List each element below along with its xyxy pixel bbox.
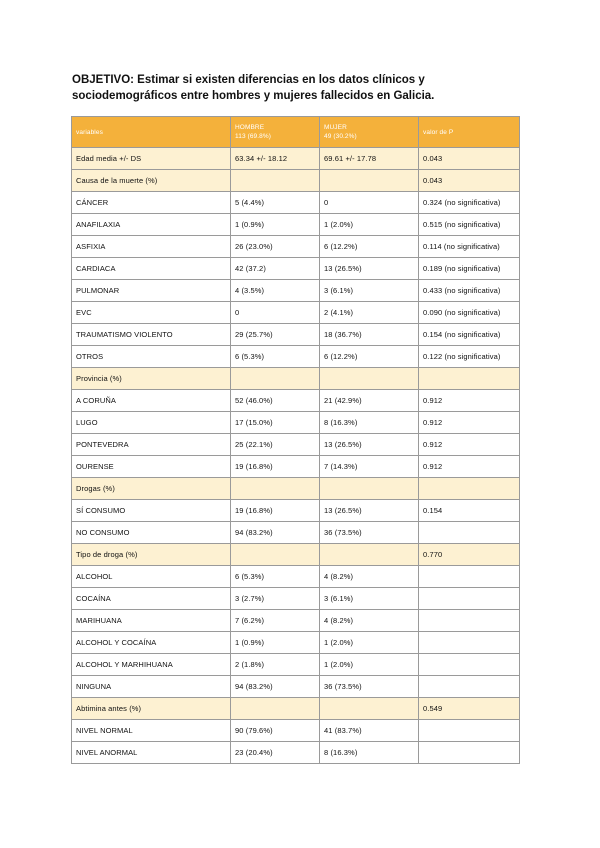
table-row xyxy=(72,280,520,302)
cell-p-value: 0.114 (no significativa) xyxy=(419,236,520,258)
cell-hombre: 25 (22.1%) xyxy=(231,434,320,456)
cell-p-value xyxy=(419,478,520,500)
cell-variable: NINGUNA xyxy=(72,676,231,698)
table-row xyxy=(72,632,520,654)
results-table xyxy=(71,116,520,764)
cell-p-value xyxy=(419,742,520,764)
cell-p-value xyxy=(419,588,520,610)
cell-hombre: 94 (83.2%) xyxy=(231,522,320,544)
cell-p-value xyxy=(419,368,520,390)
cell-p-value: 0.154 xyxy=(419,500,520,522)
header-mujer-label: MUJER xyxy=(324,124,347,131)
cell-hombre: 42 (37.2) xyxy=(231,258,320,280)
cell-variable: ALCOHOL xyxy=(72,566,231,588)
cell-mujer: 41 (83.7%) xyxy=(320,720,419,742)
table-row xyxy=(72,588,520,610)
cell-variable: TRAUMATISMO VIOLENTO xyxy=(72,324,231,346)
cell-mujer: 36 (73.5%) xyxy=(320,676,419,698)
header-hombre-count: 113 (69.8%) xyxy=(235,133,272,140)
cell-hombre: 19 (16.8%) xyxy=(231,500,320,522)
cell-variable: CARDIACA xyxy=(72,258,231,280)
cell-variable: NIVEL NORMAL xyxy=(72,720,231,742)
table-row xyxy=(72,742,520,764)
table-header-row xyxy=(72,117,520,148)
cell-hombre: 1 (0.9%) xyxy=(231,632,320,654)
table-section-row xyxy=(72,148,520,170)
table-row xyxy=(72,676,520,698)
cell-mujer: 0 xyxy=(320,192,419,214)
cell-variable: PULMONAR xyxy=(72,280,231,302)
cell-p-value: 0.912 xyxy=(419,390,520,412)
cell-mujer: 8 (16.3%) xyxy=(320,742,419,764)
table-row xyxy=(72,192,520,214)
cell-hombre: 7 (6.2%) xyxy=(231,610,320,632)
cell-mujer: 1 (2.0%) xyxy=(320,654,419,676)
cell-hombre: 4 (3.5%) xyxy=(231,280,320,302)
cell-mujer: 1 (2.0%) xyxy=(320,632,419,654)
table-section-row xyxy=(72,544,520,566)
cell-variable: OURENSE xyxy=(72,456,231,478)
cell-variable: CÁNCER xyxy=(72,192,231,214)
cell-p-value: 0.433 (no significativa) xyxy=(419,280,520,302)
cell-hombre: 19 (16.8%) xyxy=(231,456,320,478)
cell-hombre: 17 (15.0%) xyxy=(231,412,320,434)
table-row xyxy=(72,324,520,346)
cell-mujer: 13 (26.5%) xyxy=(320,258,419,280)
cell-hombre xyxy=(231,170,320,192)
cell-variable: Tipo de droga (%) xyxy=(72,544,231,566)
cell-p-value: 0.912 xyxy=(419,434,520,456)
objective-paragraph xyxy=(72,72,532,104)
cell-hombre: 63.34 +/- 18.12 xyxy=(231,148,320,170)
cell-variable: ASFIXIA xyxy=(72,236,231,258)
cell-variable: NIVEL ANORMAL xyxy=(72,742,231,764)
cell-mujer: 3 (6.1%) xyxy=(320,280,419,302)
cell-mujer xyxy=(320,368,419,390)
table-section-row xyxy=(72,368,520,390)
header-hombre xyxy=(231,117,320,148)
cell-variable: ALCOHOL Y MARHIHUANA xyxy=(72,654,231,676)
cell-p-value: 0.912 xyxy=(419,412,520,434)
cell-mujer xyxy=(320,544,419,566)
cell-mujer xyxy=(320,478,419,500)
cell-mujer: 7 (14.3%) xyxy=(320,456,419,478)
table-row xyxy=(72,236,520,258)
cell-mujer: 13 (26.5%) xyxy=(320,434,419,456)
table-row xyxy=(72,390,520,412)
cell-p-value xyxy=(419,720,520,742)
cell-hombre xyxy=(231,698,320,720)
cell-p-value: 0.043 xyxy=(419,170,520,192)
cell-variable: SÍ CONSUMO xyxy=(72,500,231,522)
table-row xyxy=(72,258,520,280)
table-section-row xyxy=(72,170,520,192)
cell-variable: ANAFILAXIA xyxy=(72,214,231,236)
table-row xyxy=(72,500,520,522)
cell-hombre: 0 xyxy=(231,302,320,324)
cell-hombre: 6 (5.3%) xyxy=(231,566,320,588)
table-row xyxy=(72,434,520,456)
cell-p-value xyxy=(419,632,520,654)
cell-hombre: 52 (46.0%) xyxy=(231,390,320,412)
cell-mujer: 4 (8.2%) xyxy=(320,566,419,588)
header-mujer xyxy=(320,117,419,148)
objective-text: Estimar si existen diferencias en los datos clínicos y sociodemográficos entre hombres y mujeres fallecidos en Galicia. xyxy=(72,74,435,102)
table-row xyxy=(72,412,520,434)
cell-variable: ALCOHOL Y COCAÍNA xyxy=(72,632,231,654)
cell-variable: Abtimina antes (%) xyxy=(72,698,231,720)
cell-mujer: 13 (26.5%) xyxy=(320,500,419,522)
cell-p-value: 0.770 xyxy=(419,544,520,566)
cell-hombre: 5 (4.4%) xyxy=(231,192,320,214)
cell-hombre: 29 (25.7%) xyxy=(231,324,320,346)
cell-p-value: 0.122 (no significativa) xyxy=(419,346,520,368)
cell-variable: LUGO xyxy=(72,412,231,434)
cell-variable: Provincia (%) xyxy=(72,368,231,390)
cell-variable: NO CONSUMO xyxy=(72,522,231,544)
table-section-row xyxy=(72,478,520,500)
cell-p-value xyxy=(419,566,520,588)
objective-label: OBJETIVO: xyxy=(72,74,134,86)
cell-hombre: 90 (79.6%) xyxy=(231,720,320,742)
cell-mujer: 3 (6.1%) xyxy=(320,588,419,610)
cell-p-value: 0.154 (no significativa) xyxy=(419,324,520,346)
cell-variable: Edad media +/- DS xyxy=(72,148,231,170)
table-row xyxy=(72,522,520,544)
header-hombre-label: HOMBRE xyxy=(235,124,265,131)
cell-variable: PONTEVEDRA xyxy=(72,434,231,456)
table-row xyxy=(72,720,520,742)
cell-hombre xyxy=(231,368,320,390)
cell-mujer: 1 (2.0%) xyxy=(320,214,419,236)
table-row xyxy=(72,214,520,236)
table-row xyxy=(72,566,520,588)
cell-p-value: 0.324 (no significativa) xyxy=(419,192,520,214)
table-row xyxy=(72,654,520,676)
cell-hombre: 1 (0.9%) xyxy=(231,214,320,236)
cell-hombre xyxy=(231,478,320,500)
cell-p-value: 0.043 xyxy=(419,148,520,170)
cell-mujer xyxy=(320,698,419,720)
cell-mujer: 36 (73.5%) xyxy=(320,522,419,544)
cell-mujer: 21 (42.9%) xyxy=(320,390,419,412)
cell-mujer: 18 (36.7%) xyxy=(320,324,419,346)
cell-hombre xyxy=(231,544,320,566)
cell-mujer: 6 (12.2%) xyxy=(320,236,419,258)
table-row xyxy=(72,346,520,368)
table-row xyxy=(72,456,520,478)
cell-hombre: 3 (2.7%) xyxy=(231,588,320,610)
cell-hombre: 6 (5.3%) xyxy=(231,346,320,368)
cell-mujer xyxy=(320,170,419,192)
cell-p-value xyxy=(419,654,520,676)
cell-hombre: 26 (23.0%) xyxy=(231,236,320,258)
cell-p-value: 0.189 (no significativa) xyxy=(419,258,520,280)
cell-variable: A CORUÑA xyxy=(72,390,231,412)
cell-variable: MARIHUANA xyxy=(72,610,231,632)
cell-p-value xyxy=(419,610,520,632)
cell-mujer: 6 (12.2%) xyxy=(320,346,419,368)
header-variables: variables xyxy=(72,117,231,148)
header-mujer-count: 49 (30.2%) xyxy=(324,133,357,140)
cell-variable: Causa de la muerte (%) xyxy=(72,170,231,192)
cell-mujer: 69.61 +/- 17.78 xyxy=(320,148,419,170)
cell-p-value: 0.515 (no significativa) xyxy=(419,214,520,236)
cell-p-value: 0.912 xyxy=(419,456,520,478)
cell-hombre: 23 (20.4%) xyxy=(231,742,320,764)
cell-hombre: 94 (83.2%) xyxy=(231,676,320,698)
cell-mujer: 4 (8.2%) xyxy=(320,610,419,632)
table-row xyxy=(72,302,520,324)
cell-variable: COCAÍNA xyxy=(72,588,231,610)
table-section-row xyxy=(72,698,520,720)
cell-p-value xyxy=(419,522,520,544)
table-row xyxy=(72,610,520,632)
cell-hombre: 2 (1.8%) xyxy=(231,654,320,676)
header-p-value: valor de P xyxy=(419,117,520,148)
cell-p-value: 0.090 (no significativa) xyxy=(419,302,520,324)
cell-mujer: 8 (16.3%) xyxy=(320,412,419,434)
cell-p-value: 0.549 xyxy=(419,698,520,720)
cell-mujer: 2 (4.1%) xyxy=(320,302,419,324)
cell-variable: EVC xyxy=(72,302,231,324)
cell-p-value xyxy=(419,676,520,698)
cell-variable: Drogas (%) xyxy=(72,478,231,500)
cell-variable: OTROS xyxy=(72,346,231,368)
